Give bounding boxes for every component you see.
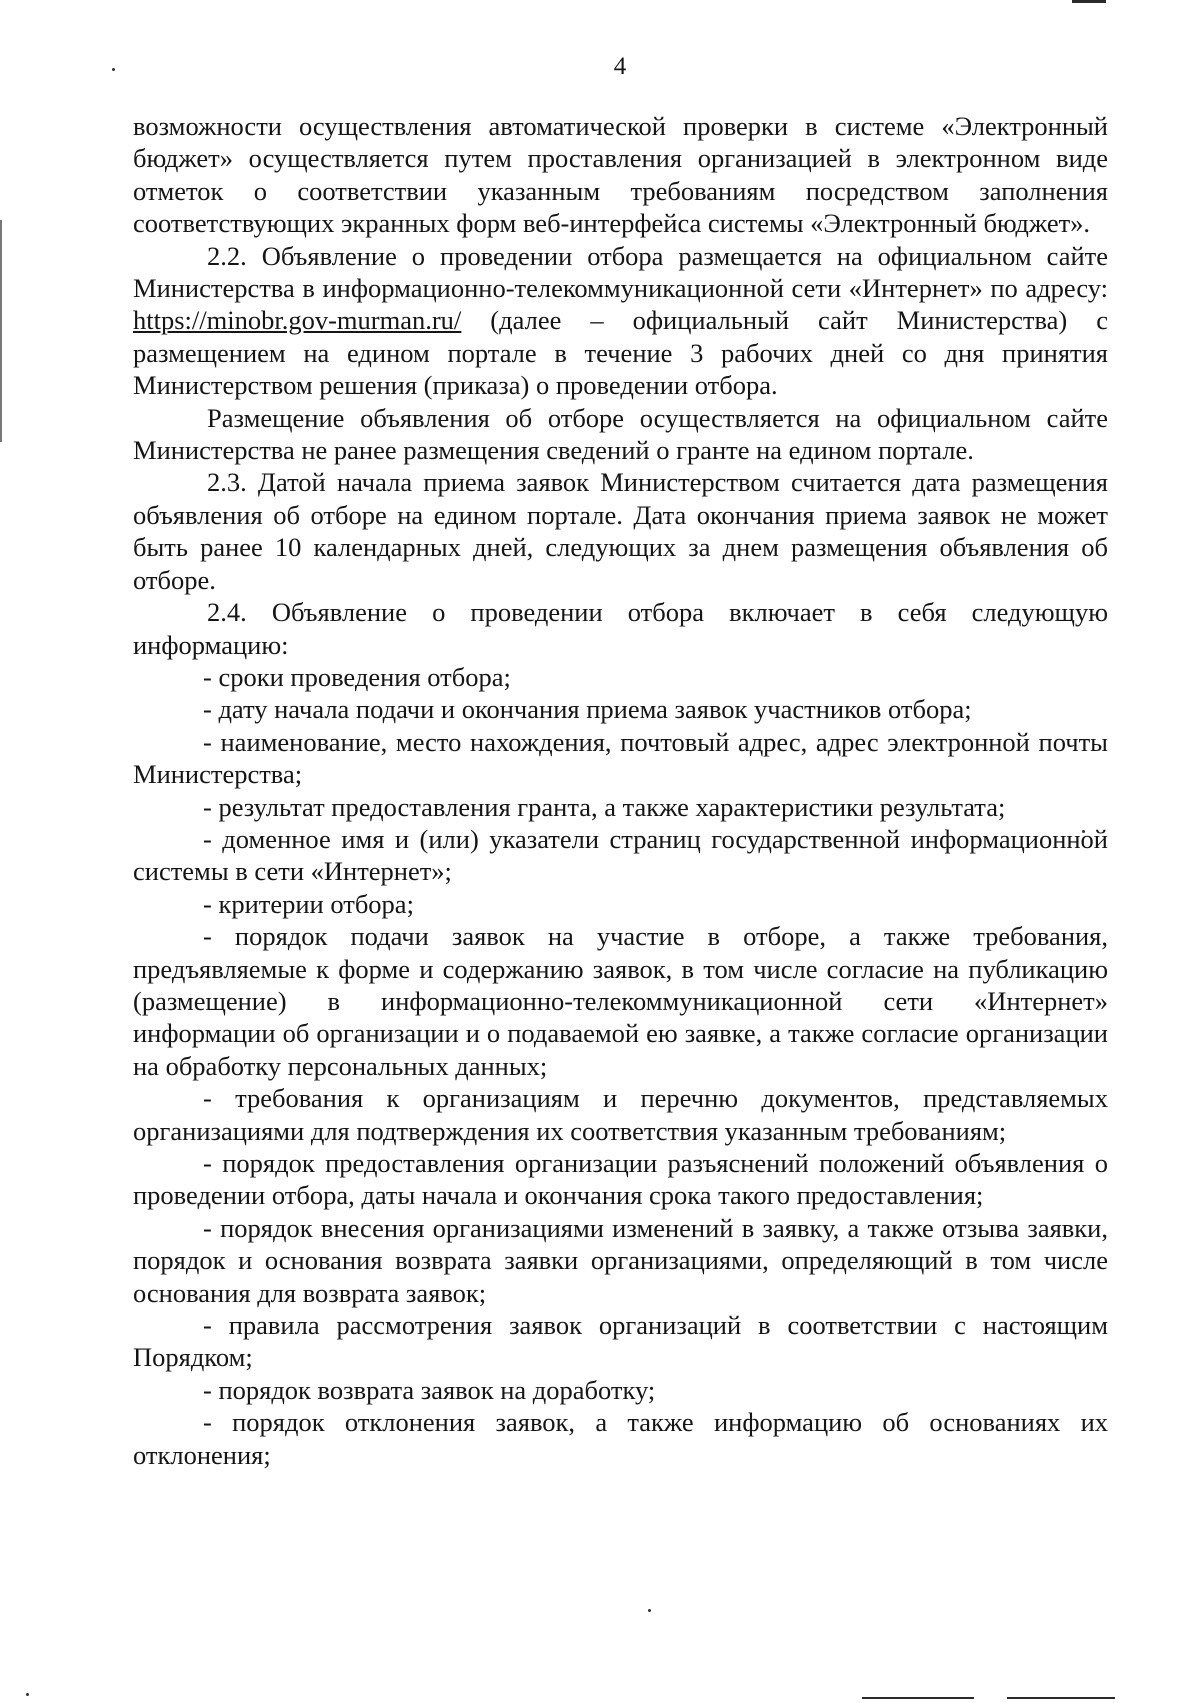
scan-margin-line — [0, 220, 2, 442]
scan-edge-mark-bottom-left — [862, 1697, 974, 1699]
ministry-website-link[interactable]: https://minobr.gov-murman.ru/ — [133, 305, 462, 336]
page-number: 4 — [613, 53, 627, 80]
document-body — [133, 110, 1108, 1471]
paragraph-2-2-text: 2.2. Объявление о проведении отбора размещается на официальном сайте Министерства в информационно-телекоммуникационной сети «Интернет» по адресу: — [133, 240, 1108, 304]
list-item-domain-name: - доменное имя и (или) указатели страниц государственной информационной системы в сети «Интернет»; — [133, 823, 1108, 887]
list-item-selection-terms: - сроки проведения отбора; — [203, 661, 511, 692]
list-item-ministry-contacts: - наименование, место нахождения, почтовый адрес, адрес электронной почты Министерства; — [133, 726, 1108, 790]
list-item-application-procedure: - порядок подачи заявок на участие в отборе, а также требования, предъявляемые к форме и содержанию заявок, в том числе согласие на публикацию (размещение) в информационно-телекоммуникационной сети «Интернет» информации об организации и о подаваемой ею заявке, а также согласие организации на обработку персональных данных; — [133, 921, 1108, 1081]
list-item-grant-result: - результат предоставления гранта, а также характеристики результата; — [203, 791, 1006, 822]
list-item-organization-requirements: - требования к организациям и перечню документов, представляемых организациями для подтверждения их соответствия указанным требованиям; — [133, 1083, 1108, 1146]
paragraph-announcement-placement: Размещение объявления об отборе осуществляется на официальном сайте Министерства не ранее размещения сведений о гранте на едином портале. — [133, 402, 1108, 466]
list-item-return-procedure: - порядок возврата заявок на доработку; — [203, 1374, 656, 1405]
list-item-selection-criteria: - критерии отбора; — [203, 888, 414, 919]
scan-speck-bottom — [648, 1609, 651, 1612]
list-item-review-rules: - правила рассмотрения заявок организаций в соответствии с настоящим Порядком; — [133, 1310, 1108, 1373]
paragraph-electronic-budget-check: возможности осуществления автоматической проверки в системе «Электронный бюджет» осуществляется путем проставления организацией в электронном виде отметок о соответствии указанным требованиям посредством заполнения соответствующих экранных форм веб-интерфейса системы «Электронный бюджет». — [133, 111, 1108, 239]
paragraph-2-4-contents: 2.4. Объявление о проведении отбора включает в себя следующую информацию: — [133, 597, 1108, 660]
scan-edge-mark-top-right — [1072, 0, 1106, 3]
list-item-clarifications-procedure: - порядок предоставления организации разъяснений положений объявления о проведении отбора, даты начала и окончания срока такого предоставления; — [133, 1148, 1108, 1211]
paragraph-2-2-announcement — [133, 240, 1108, 402]
list-item-rejection-procedure: - порядок отклонения заявок, а также информацию об основаниях их отклонения; — [133, 1407, 1108, 1470]
scan-edge-mark-bottom-right — [1007, 1697, 1115, 1699]
list-item-application-changes: - порядок внесения организациями изменений в заявку, а также отзыва заявки, порядок и основания возврата заявки организациями, определяющий в том числе основания для возврата заявок; — [133, 1212, 1108, 1308]
paragraph-2-3-dates: 2.3. Датой начала приема заявок Министерством считается дата размещения объявления об отборе на едином портале. Дата окончания приема заявок не может быть ранее 10 календарных дней, следующих за днем размещения объявления об отборе. — [133, 467, 1108, 595]
scan-speck-bottom-left — [26, 1693, 29, 1696]
list-item-application-dates: - дату начала подачи и окончания приема заявок участников отбора; — [203, 694, 972, 725]
paragraph-2-2-tail: (далее – официальный сайт Министерства) с размещением на едином портале в течение 3 рабочих дней со дня принятия Министерством решения (приказа) о проведении отбора. — [133, 305, 1108, 401]
